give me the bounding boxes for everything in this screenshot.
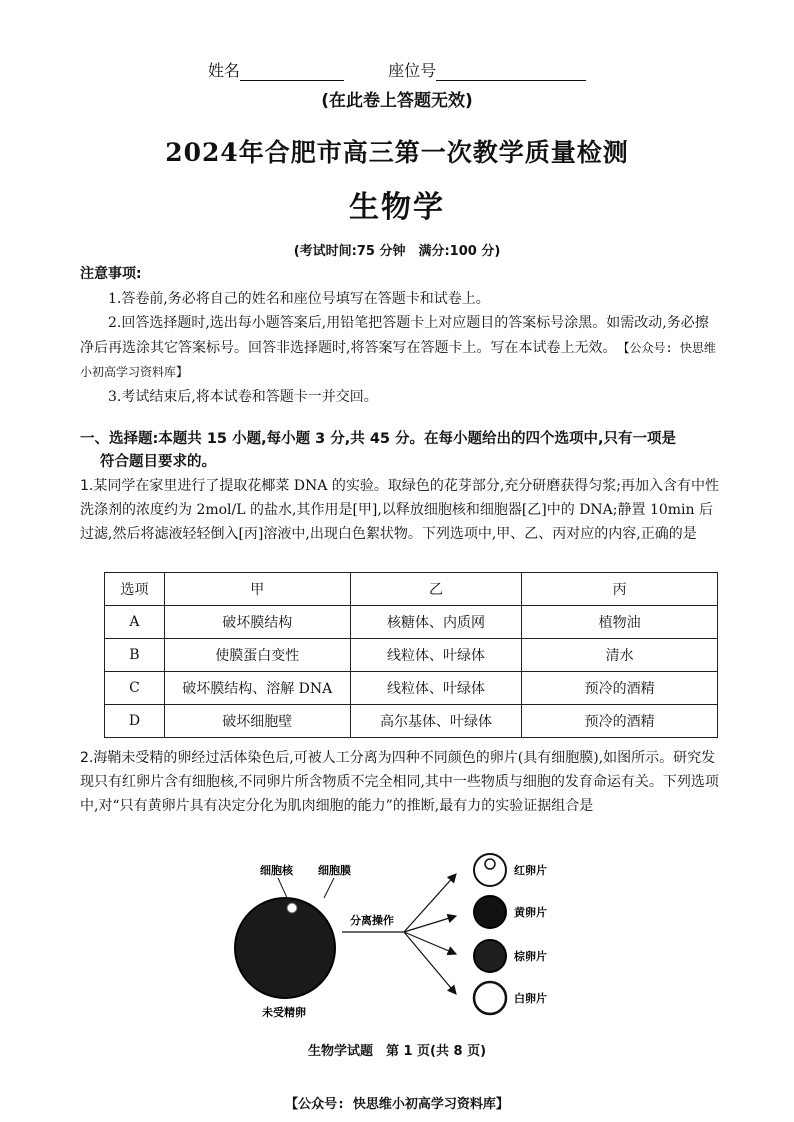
question-2 [80, 746, 720, 818]
page-footer: 生物学试题 第 1 页(共 8 页) [307, 1044, 487, 1059]
table-cell: A [105, 606, 165, 639]
table-cell: 破坏膜结构 [164, 606, 350, 639]
nucleus-label: 细胞核 [260, 864, 293, 877]
table-cell: 预冷的酒精 [522, 672, 718, 705]
fragment-brown [474, 940, 506, 972]
table-cell: 清水 [522, 639, 718, 672]
table-row [105, 639, 718, 672]
notes-block [80, 262, 720, 409]
membrane-label: 细胞膜 [318, 864, 351, 877]
note-item-1: 1.答卷前,务必将自己的姓名和座位号填写在答题卡和试卷上。 [108, 290, 490, 307]
unfertilized-egg [235, 898, 335, 998]
subject-title: 生物学 [349, 190, 445, 225]
arrow-brown [404, 932, 456, 954]
fragment-white [474, 982, 506, 1014]
name-label: 姓名 [207, 61, 240, 80]
note-item-2-text: 2.回答选择题时,选出每小题答案后,用铅笔把答题卡上对应题目的答案标号涂黑。如需改动,务必擦净后再选涂其它答案标号。回答非选择题时,将答案写在答题卡上。写在本试卷上无效。 [80, 315, 709, 356]
question-1-number: 1. [80, 478, 94, 494]
egg-separation-figure [230, 850, 570, 1030]
fragment-yellow [474, 896, 506, 928]
name-seat-row [0, 58, 794, 81]
fragment-yellow-label: 黄卵片 [514, 906, 547, 919]
egg-nucleus [287, 903, 297, 913]
invalid-note: (在此卷上答题无效) [321, 91, 473, 111]
table-header-cell: 选项 [105, 573, 165, 606]
table-cell: 高尔基体、叶绿体 [350, 705, 522, 738]
fragment-red-label: 红卵片 [514, 864, 547, 877]
seat-label: 座位号 [388, 61, 437, 80]
exam-title: 2024年合肥市高三第一次教学质量检测 [165, 138, 629, 167]
fragment-red-nucleus [485, 859, 495, 869]
table-header-row [105, 573, 718, 606]
table-header-cell: 乙 [350, 573, 522, 606]
fragment-white-label: 白卵片 [514, 992, 547, 1005]
table-cell: 破坏细胞壁 [164, 705, 350, 738]
separation-label: 分离操作 [350, 914, 394, 927]
table-cell: 线粒体、叶绿体 [350, 672, 522, 705]
time-info: (考试时间:75 分钟 满分:100 分) [293, 244, 501, 259]
question-1-table [104, 572, 718, 738]
arrow-white [404, 932, 456, 994]
arrow-red [404, 874, 456, 932]
table-row [105, 705, 718, 738]
table-cell: 核糖体、内质网 [350, 606, 522, 639]
table-cell: 植物油 [522, 606, 718, 639]
notes-heading: 注意事项: [80, 266, 142, 282]
table-cell: C [105, 672, 165, 705]
table-row [105, 606, 718, 639]
table-cell: 破坏膜结构、溶解 DNA [164, 672, 350, 705]
table-header-cell: 甲 [164, 573, 350, 606]
section-heading [80, 428, 720, 474]
section-line-1: 一、选择题:本题共 15 小题,每小题 3 分,共 45 分。在每小题给出的四个选项中,只有一项是 [80, 431, 677, 447]
question-1-text: 某同学在家里进行了提取花椰菜 DNA 的实验。取绿色的花芽部分,充分研磨获得匀浆;再加入含有中性洗涤剂的浓度约为 2mol/L 的盐水,其作用是[甲],以释放细胞核和细胞器[乙]中的 DNA;静置 10min 后过滤,然后将滤液轻轻倒入[丙]溶液中,出现白色絮状物。下列选项中,甲、乙、丙对应的内容,正确的是 [80, 478, 720, 542]
nucleus-pointer [278, 878, 288, 900]
question-2-number: 2. [80, 750, 94, 766]
seat-blank [436, 64, 586, 81]
name-blank [240, 64, 344, 81]
question-2-text: 海鞘未受精的卵经过活体染色后,可被人工分离为四种不同颜色的卵片(具有细胞膜),如图所示。研究发现只有红卵片含有细胞核,不同卵片所含物质不完全相同,其中一些物质与细胞的发育命运有关。下列选项中,对“只有黄卵片具有决定分化为肌肉细胞的能力”的推断,最有力的实验证据组合是 [80, 750, 719, 814]
table-cell: 预冷的酒精 [522, 705, 718, 738]
table-cell: 使膜蛋白变性 [164, 639, 350, 672]
note-item-3: 3.考试结束后,将本试卷和答题卡一并交回。 [108, 388, 378, 405]
egg-label: 未受精卵 [262, 1006, 306, 1019]
table-cell: D [105, 705, 165, 738]
table-header-cell: 丙 [522, 573, 718, 606]
note-item-2 [80, 311, 720, 385]
table-cell: 线粒体、叶绿体 [350, 639, 522, 672]
question-1 [80, 474, 720, 546]
fragment-brown-label: 棕卵片 [514, 950, 547, 963]
membrane-pointer [324, 878, 334, 898]
inline-watermark: 【公众号: 快思维小初高学习资料库】 [80, 340, 716, 379]
table-cell: B [105, 639, 165, 672]
bottom-watermark: 【公众号: 快思维小初高学习资料库】 [285, 1097, 509, 1112]
section-line-2: 符合题目要求的。 [100, 454, 216, 470]
table-row [105, 672, 718, 705]
